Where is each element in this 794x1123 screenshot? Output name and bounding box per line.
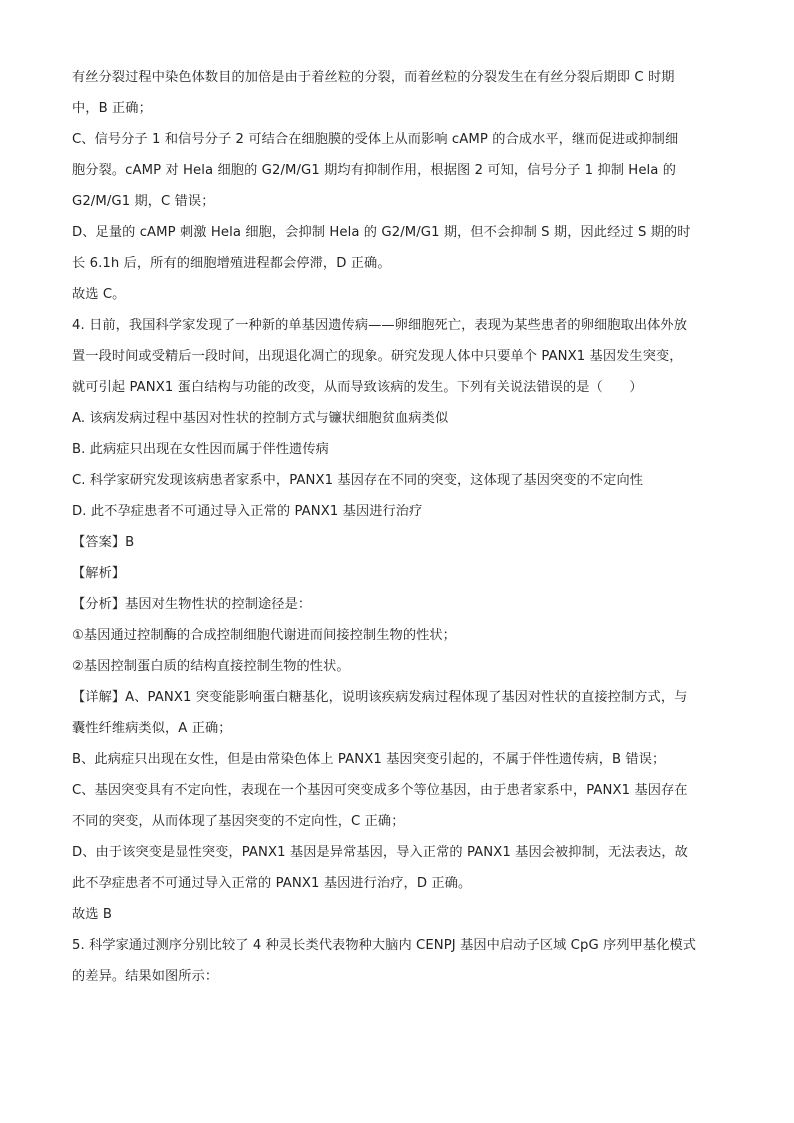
analysis-line: ②基因控制蛋白质的结构直接控制生物的性状。 <box>72 659 350 674</box>
conclusion-line: 故选 C。 <box>72 287 126 302</box>
text-line: 中，B 正确； <box>72 101 152 116</box>
option-c: C. 科学家研究发现该病患者家系中，PANX1 基因存在不同的突变，这体现了基因突变的不定向性 <box>72 473 644 488</box>
answer-label: 【答案】B <box>72 535 135 550</box>
question-5-stem: 的差异。结果如图所示： <box>72 969 219 984</box>
text-line: 长 6.1h 后，所有的细胞增殖进程都会停滞，D 正确。 <box>72 256 391 271</box>
text-line: C、信号分子 1 和信号分子 2 可结合在细胞膜的受体上从而影响 cAMP 的合成水平，继而促进或抑制细 <box>72 132 679 147</box>
question-5-stem: 5. 科学家通过测序分别比较了 4 种灵长类代表物种大脑内 CENPJ 基因中启动子区域 CpG 序列甲基化模式 <box>72 938 697 953</box>
analysis-line: ①基因通过控制酶的合成控制细胞代谢进而间接控制生物的性状； <box>72 628 456 643</box>
conclusion-line: 故选 B <box>72 907 113 922</box>
question-4-stem: 就可引起 PANX1 蛋白结构与功能的改变，从而导致该病的发生。下列有关说法错误的是（ ） <box>72 380 643 395</box>
detail-line: C、基因突变具有不定向性，表现在一个基因可突变成多个等位基因，由于患者家系中，PANX1 基因存在 <box>72 783 688 798</box>
option-a: A. 该病发病过程中基因对性状的控制方式与镰状细胞贫血病类似 <box>72 411 449 426</box>
option-b: B. 此病症只出现在女性因而属于伴性遗传病 <box>72 442 329 457</box>
question-4-stem: 4. 日前，我国科学家发现了一种新的单基因遗传病——卵细胞死亡，表现为某些患者的卵细胞取出体外放 <box>72 318 688 333</box>
detail-line: B、此病症只出现在女性，但是由常染色体上 PANX1 基因突变引起的，不属于伴性遗传病，B 错误； <box>72 752 666 767</box>
analysis-heading: 【解析】 <box>72 566 126 581</box>
detail-line: 此不孕症患者不可通过导入正常的 PANX1 基因进行治疗，D 正确。 <box>72 876 472 891</box>
text-line: 胞分裂。cAMP 对 Hela 细胞的 G2/M/G1 期均有抑制作用，根据图 2 可知，信号分子 1 抑制 Hela 的 <box>72 163 677 178</box>
analysis-line: 【分析】基因对生物性状的控制途径是： <box>72 597 312 612</box>
detail-line: 不同的突变，从而体现了基因突变的不定向性，C 正确； <box>72 814 405 829</box>
detail-line: 囊性纤维病类似，A 正确； <box>72 721 232 736</box>
detail-line: D、由于该突变是显性突变，PANX1 基因是异常基因，导入正常的 PANX1 基因会被抑制，无法表达，故 <box>72 845 688 860</box>
option-d: D. 此不孕症患者不可通过导入正常的 PANX1 基因进行治疗 <box>72 504 423 519</box>
text-line: G2/M/G1 期，C 错误； <box>72 194 215 209</box>
text-line: D、足量的 cAMP 刺激 Hela 细胞，会抑制 Hela 的 G2/M/G1 期，但不会抑制 S 期，因此经过 S 期的时 <box>72 225 691 240</box>
text-line: 有丝分裂过程中染色体数目的加倍是由于着丝粒的分裂，而着丝粒的分裂发生在有丝分裂后期即 C 时期 <box>72 70 675 85</box>
detail-line: 【详解】A、PANX1 突变能影响蛋白糖基化，说明该疾病发病过程体现了基因对性状的直接控制方式，与 <box>72 690 688 705</box>
question-4-stem: 置一段时间或受精后一段时间，出现退化凋亡的现象。研究发现人体中只要单个 PANX1 基因发生突变， <box>72 349 683 364</box>
